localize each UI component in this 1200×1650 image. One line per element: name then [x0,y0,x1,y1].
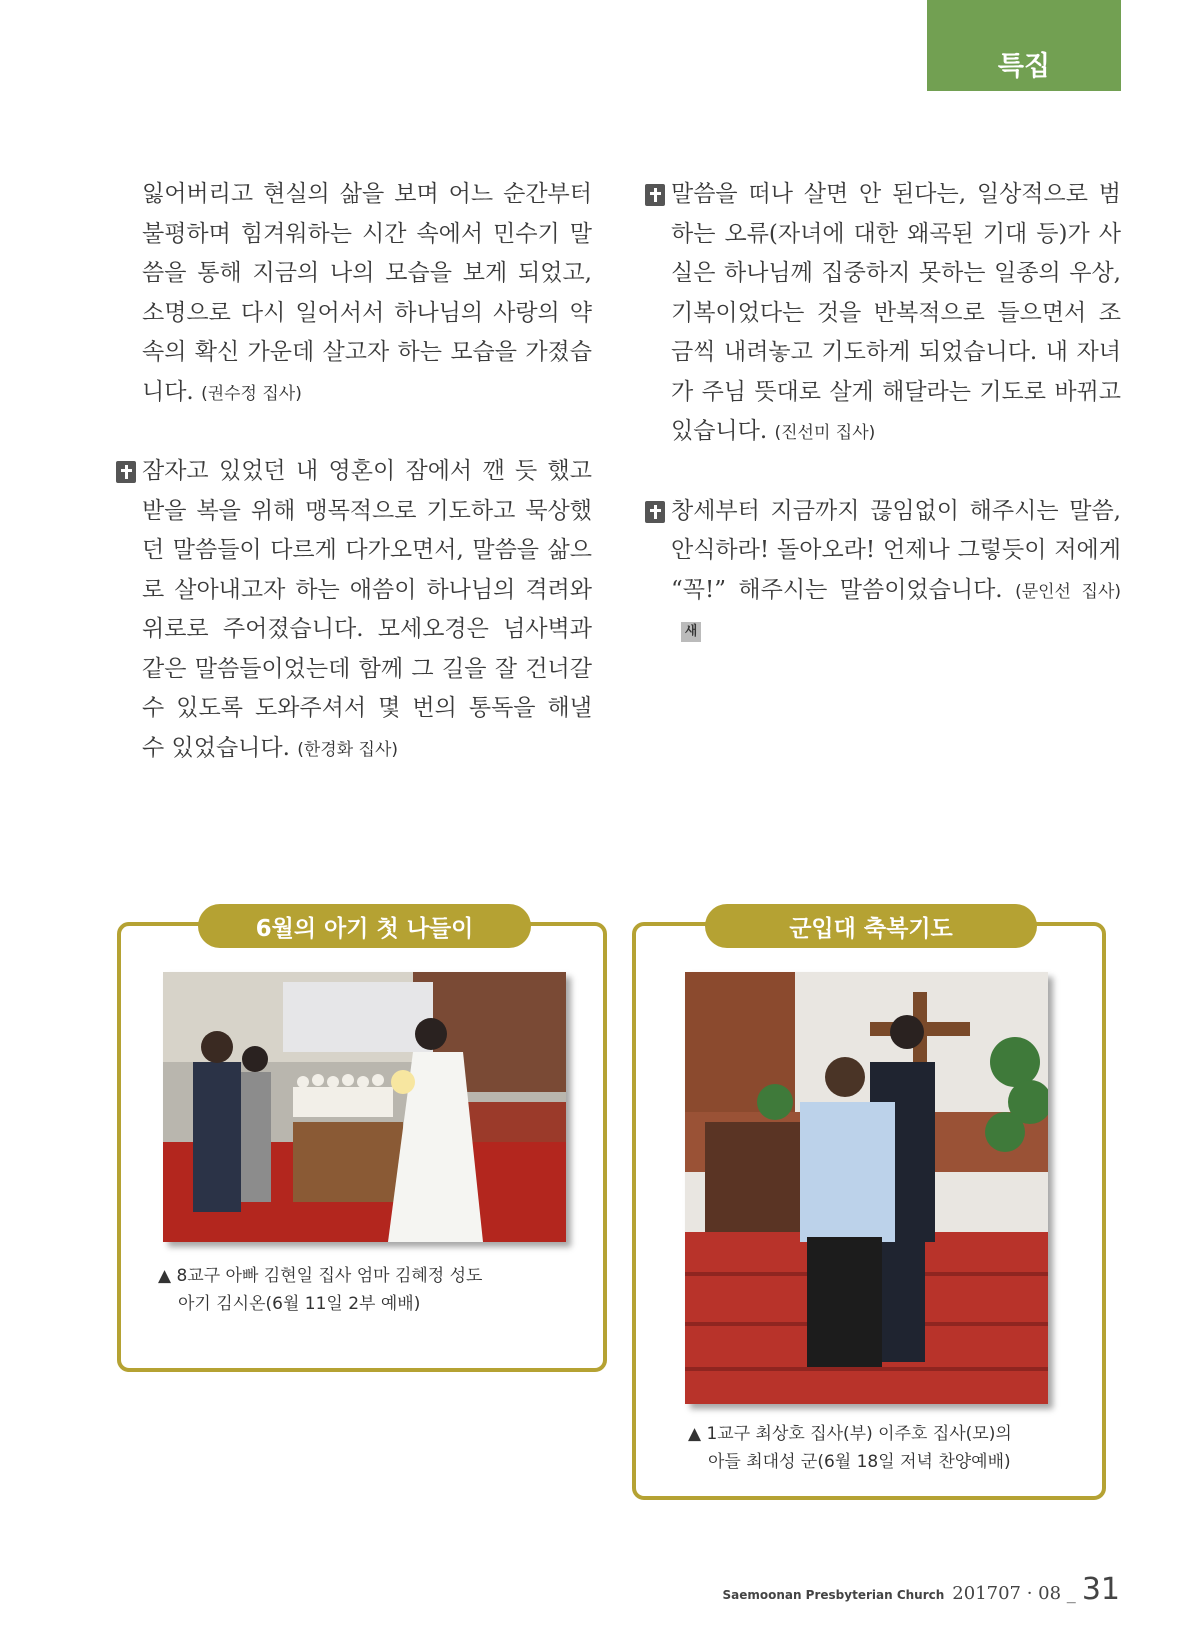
testimony-text: 창세부터 지금까지 끊임없이 해주시는 말씀, 안식하라! 돌아오라! 언제나 그렇듯이 저에게 “꼭!” 해주시는 말씀이었습니다. [671,497,1121,603]
bible-icon [116,461,136,483]
bible-icon [645,184,665,206]
baptism-photo [163,972,566,1242]
bible-icon [645,501,665,523]
end-mark-icon: 새 [681,622,701,642]
blessing-prayer-photo [685,972,1048,1404]
testimony-paragraph [142,175,592,414]
testimony-paragraph [671,492,1121,652]
testimony-author: (한경화 집사) [297,739,399,760]
church-name: Saemoonan Presbyterian Church [722,1588,945,1602]
left-text-column [142,175,592,770]
section-tab: 특집 [927,0,1121,91]
testimony-author: (권수정 집사) [201,383,302,404]
caption-line: 아기 김시온(6월 11일 2부 예배) [178,1294,421,1314]
caption-line: 아들 최대성 군(6월 18일 저녁 찬양예배) [708,1452,1011,1472]
photo-box-title: 군입대 축복기도 [705,904,1037,948]
page-footer [722,1572,1120,1607]
right-text-column [671,175,1121,652]
photo-caption [158,1262,578,1318]
testimony-text: 잃어버리고 현실의 삶을 보며 어느 순간부터 불평하며 힘겨워하는 시간 속에서 민수기 말씀을 통해 지금의 나의 모습을 보게 되었고, 소명으로 다시 일어서서 하나님의 사랑의 약속의 확신 가운데 살고자 하는 모습을 가졌습니다. [142,181,592,405]
caption-line: ▲ 8교구 아빠 김현일 집사 엄마 김혜정 성도 [158,1266,483,1286]
testimony-text: 잠자고 있었던 내 영혼이 잠에서 깬 듯 했고 받을 복을 위해 맹목적으로 기도하고 묵상했던 말씀들이 다르게 다가오면서, 말씀을 삶으로 살아내고자 하는 애씀이 하나님의 격려와 위로로 주어졌습니다. 모세오경은 넘사벽과 같은 말씀들이었는데 함께 그 길을 잘 건너갈 수 있도록 도와주셔서 몇 번의 통독을 해낼 수 있었습니다. [142,458,592,761]
caption-line: ▲ 1교구 최상호 집사(부) 이주호 집사(모)의 [688,1424,1012,1444]
photo-box-title: 6월의 아기 첫 나들이 [198,904,531,948]
testimony-author: (진선미 집사) [774,423,876,443]
testimony-paragraph [671,175,1121,454]
testimony-author: (문인선 집사) [1015,581,1122,602]
photo-caption [688,1420,1088,1476]
issue-date: 201707 · 08 _ [952,1583,1076,1604]
testimony-paragraph [142,452,592,770]
page-number: 31 [1081,1572,1120,1607]
testimony-text: 말씀을 떠나 살면 안 된다는, 일상적으로 범하는 오류(자녀에 대한 왜곡된 기대 등)가 사실은 하나님께 집중하지 못하는 일종의 우상, 기복이었다는 것을 반복적으로 들으면서 조금씩 내려놓고 기도하게 되었습니다. 내 자녀가 주님 뜻대로 살게 해달라는 기도로 바뀌고 있습니다. [671,181,1121,444]
